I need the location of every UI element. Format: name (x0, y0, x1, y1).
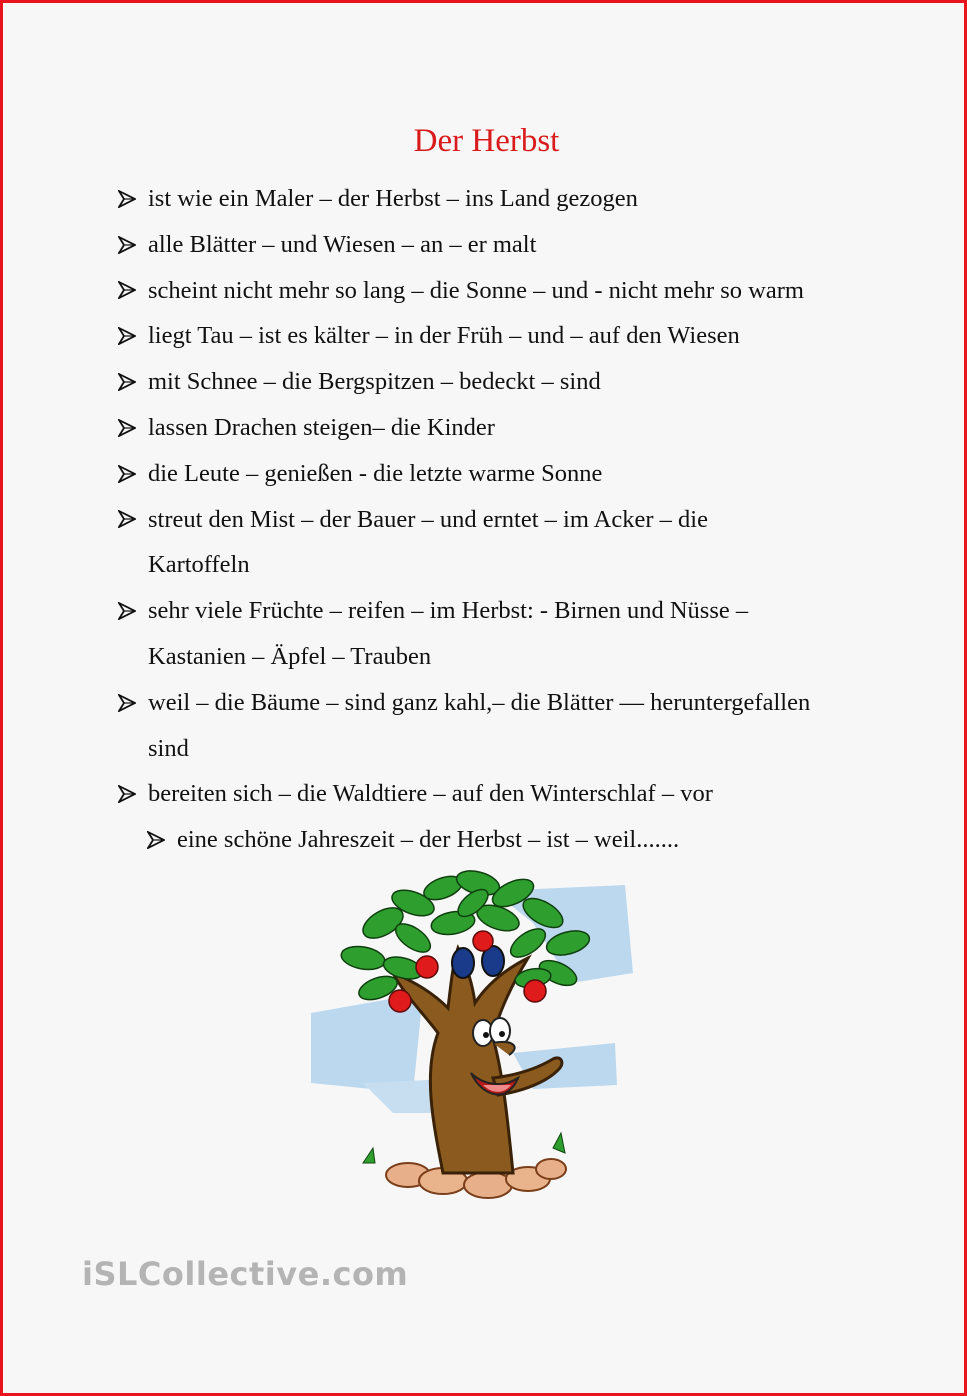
list-item-text: liegt Tau – ist es kälter – in der Früh – und – auf den Wiesen (148, 322, 740, 350)
list-item-text: ist wie ein Maler – der Herbst – ins Land gezogen (148, 185, 638, 212)
arrowhead-bullet-icon (118, 268, 140, 314)
arrowhead-bullet-icon (118, 497, 140, 543)
list-item-text: streut den Mist – der Bauer – und erntet – im Acker – die (148, 505, 708, 533)
list-item-continuation: sind (148, 734, 189, 762)
arrowhead-bullet-icon (118, 222, 140, 268)
arrowhead-bullet-icon (118, 359, 140, 405)
list-item-text: die Leute – genießen - die letzte warme Sonne (148, 459, 603, 487)
arrowhead-bullet-icon (118, 588, 140, 634)
list-item (118, 405, 878, 451)
list-item (118, 268, 878, 314)
arrowhead-bullet-icon (147, 817, 169, 863)
statement-list (118, 176, 878, 863)
list-item (118, 680, 878, 772)
arrowhead-bullet-icon (118, 313, 140, 359)
arrowhead-bullet-icon (118, 680, 140, 726)
list-item (118, 359, 878, 405)
list-item-continuation: Kartoffeln (148, 551, 250, 579)
list-item-text: lassen Drachen steigen– die Kinder (148, 413, 495, 441)
list-item-text: bereiten sich – die Waldtiere – auf den Winterschlaf – vor (148, 780, 713, 808)
list-item-text: eine schöne Jahreszeit – der Herbst – ist – weil....... (177, 826, 680, 854)
list-item-text: scheint nicht mehr so lang – die Sonne – und - nicht mehr so warm (148, 276, 804, 304)
list-item (118, 588, 878, 680)
list-item (147, 817, 878, 863)
arrowhead-bullet-icon (118, 405, 140, 451)
arrowhead-bullet-icon (118, 451, 140, 497)
list-item-text: mit Schnee – die Bergspitzen – bedeckt – sind (148, 368, 601, 396)
page-title: Der Herbst (413, 123, 560, 159)
list-item (118, 451, 878, 497)
list-item-text: weil – die Bäume – sind ganz kahl,– die Blätter — heruntergefallen (148, 688, 811, 716)
tree-illustration (303, 863, 643, 1213)
list-item-text: alle Blätter – und Wiesen – an – er malt (148, 230, 537, 258)
list-item (118, 176, 878, 222)
list-item (118, 222, 878, 268)
arrowhead-bullet-icon (118, 176, 140, 222)
list-item-text: sehr viele Früchte – reifen – im Herbst: - Birnen und Nüsse – (148, 597, 749, 625)
list-item (118, 497, 878, 589)
list-item (118, 771, 878, 817)
list-item (118, 313, 878, 359)
list-item-continuation: Kastanien – Äpfel – Trauben (148, 642, 432, 670)
site-watermark: iSLCollective.com (82, 1255, 409, 1293)
arrowhead-bullet-icon (118, 771, 140, 817)
